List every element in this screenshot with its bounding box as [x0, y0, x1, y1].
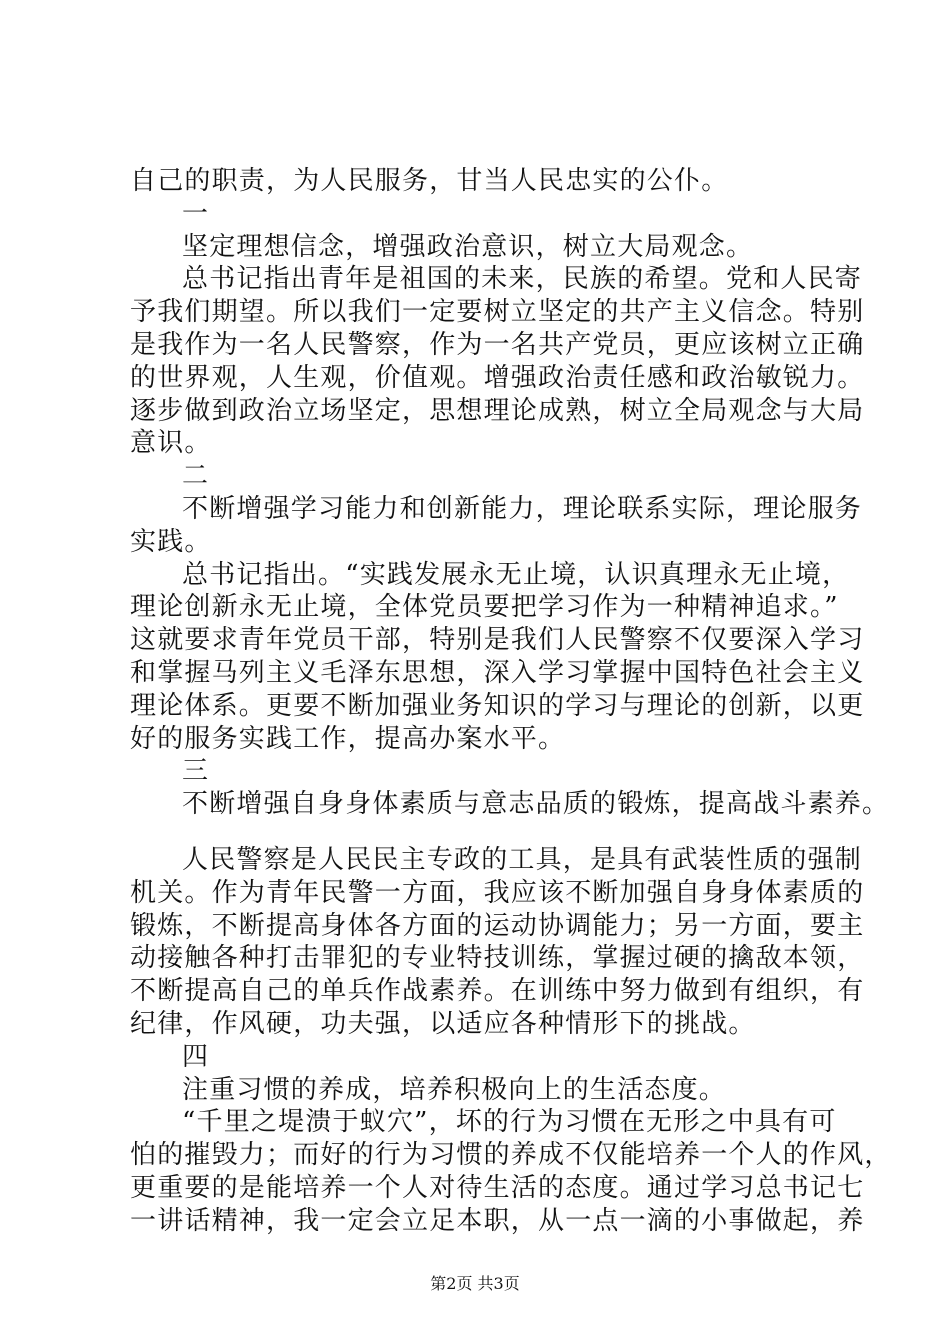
text-line: 更重要的是能培养一个人对待生活的态度。通过学习总书记七 — [130, 1172, 865, 1203]
section-heading: 坚定理想信念，增强政治意识，树立大局观念。 — [182, 231, 754, 262]
section-number: 三 — [182, 756, 210, 787]
text-line: 总书记指出青年是祖国的未来，民族的希望。党和人民寄 — [182, 264, 863, 295]
text-line: 一讲话精神，我一定会立足本职，从一点一滴的小事做起，养 — [130, 1205, 865, 1236]
page-footer: 第2页 共3页 — [430, 1274, 520, 1293]
text-line: “千里之堤溃于蚁穴”，坏的行为习惯在无形之中具有可 — [182, 1107, 837, 1138]
text-line: 动接触各种打击罪犯的专业特技训练，掌握过硬的擒敌本领， — [130, 943, 865, 974]
section-number: 四 — [182, 1041, 210, 1072]
text-line: 的世界观，人生观，价值观。增强政治责任感和政治敏锐力。 — [130, 362, 865, 393]
text-line: 机关。作为青年民警一方面，我应该不断加强自身身体素质的 — [130, 877, 865, 908]
text-line: 纪律，作风硬，功夫强，以适应各种情形下的挑战。 — [130, 1008, 756, 1039]
text-line: 意识。 — [130, 428, 212, 459]
text-line: 予我们期望。所以我们一定要树立坚定的共产主义信念。特别 — [130, 297, 865, 328]
text-line: 不断提高自己的单兵作战素养。在训练中努力做到有组织，有 — [130, 976, 865, 1007]
document-body — [130, 165, 892, 1238]
text-line: 理论体系。更要不断加强业务知识的学习与理论的创新，以更 — [130, 690, 865, 721]
section-number: 一 — [182, 198, 210, 229]
text-line: 是我作为一名人民警察，作为一名共产党员，更应该树立正确 — [130, 329, 865, 360]
text-line: 锻炼，不断提高身体各方面的运动协调能力；另一方面，要主 — [130, 910, 865, 941]
text-line: 逐步做到政治立场坚定，思想理论成熟，树立全局观念与大局 — [130, 395, 865, 426]
paragraph-gap — [130, 821, 830, 844]
text-line: 这就要求青年党员干部，特别是我们人民警察不仅要深入学习 — [130, 625, 865, 656]
text-line: 和掌握马列主义毛泽东思想，深入学习掌握中国特色社会主义 — [130, 657, 865, 688]
text-line: 自己的职责，为人民服务，甘当人民忠实的公仆。 — [130, 166, 729, 196]
text-line: 理论创新永无止境，全体党员要把学习作为一种精神追求。” — [130, 592, 839, 623]
text-line: 好的服务实践工作，提高办案水平。 — [130, 723, 566, 754]
section-heading: 注重习惯的养成，培养积极向上的生活态度。 — [182, 1074, 727, 1105]
section-heading: 不断增强学习能力和创新能力，理论联系实际，理论服务 — [182, 493, 863, 524]
text-line: 人民警察是人民民主专政的工具，是具有武装性质的强制 — [182, 844, 863, 875]
text-line: 总书记指出。“实践发展永无止境，认识真理永无止境， — [182, 559, 850, 590]
section-heading: 不断增强自身身体素质与意志品质的锻炼，提高战斗素养。 — [182, 789, 890, 820]
text-line: 怕的摧毁力；而好的行为习惯的养成不仅能培养一个人的作风， — [130, 1140, 892, 1171]
section-number: 二 — [182, 461, 210, 492]
text-line: 实践。 — [130, 526, 212, 557]
